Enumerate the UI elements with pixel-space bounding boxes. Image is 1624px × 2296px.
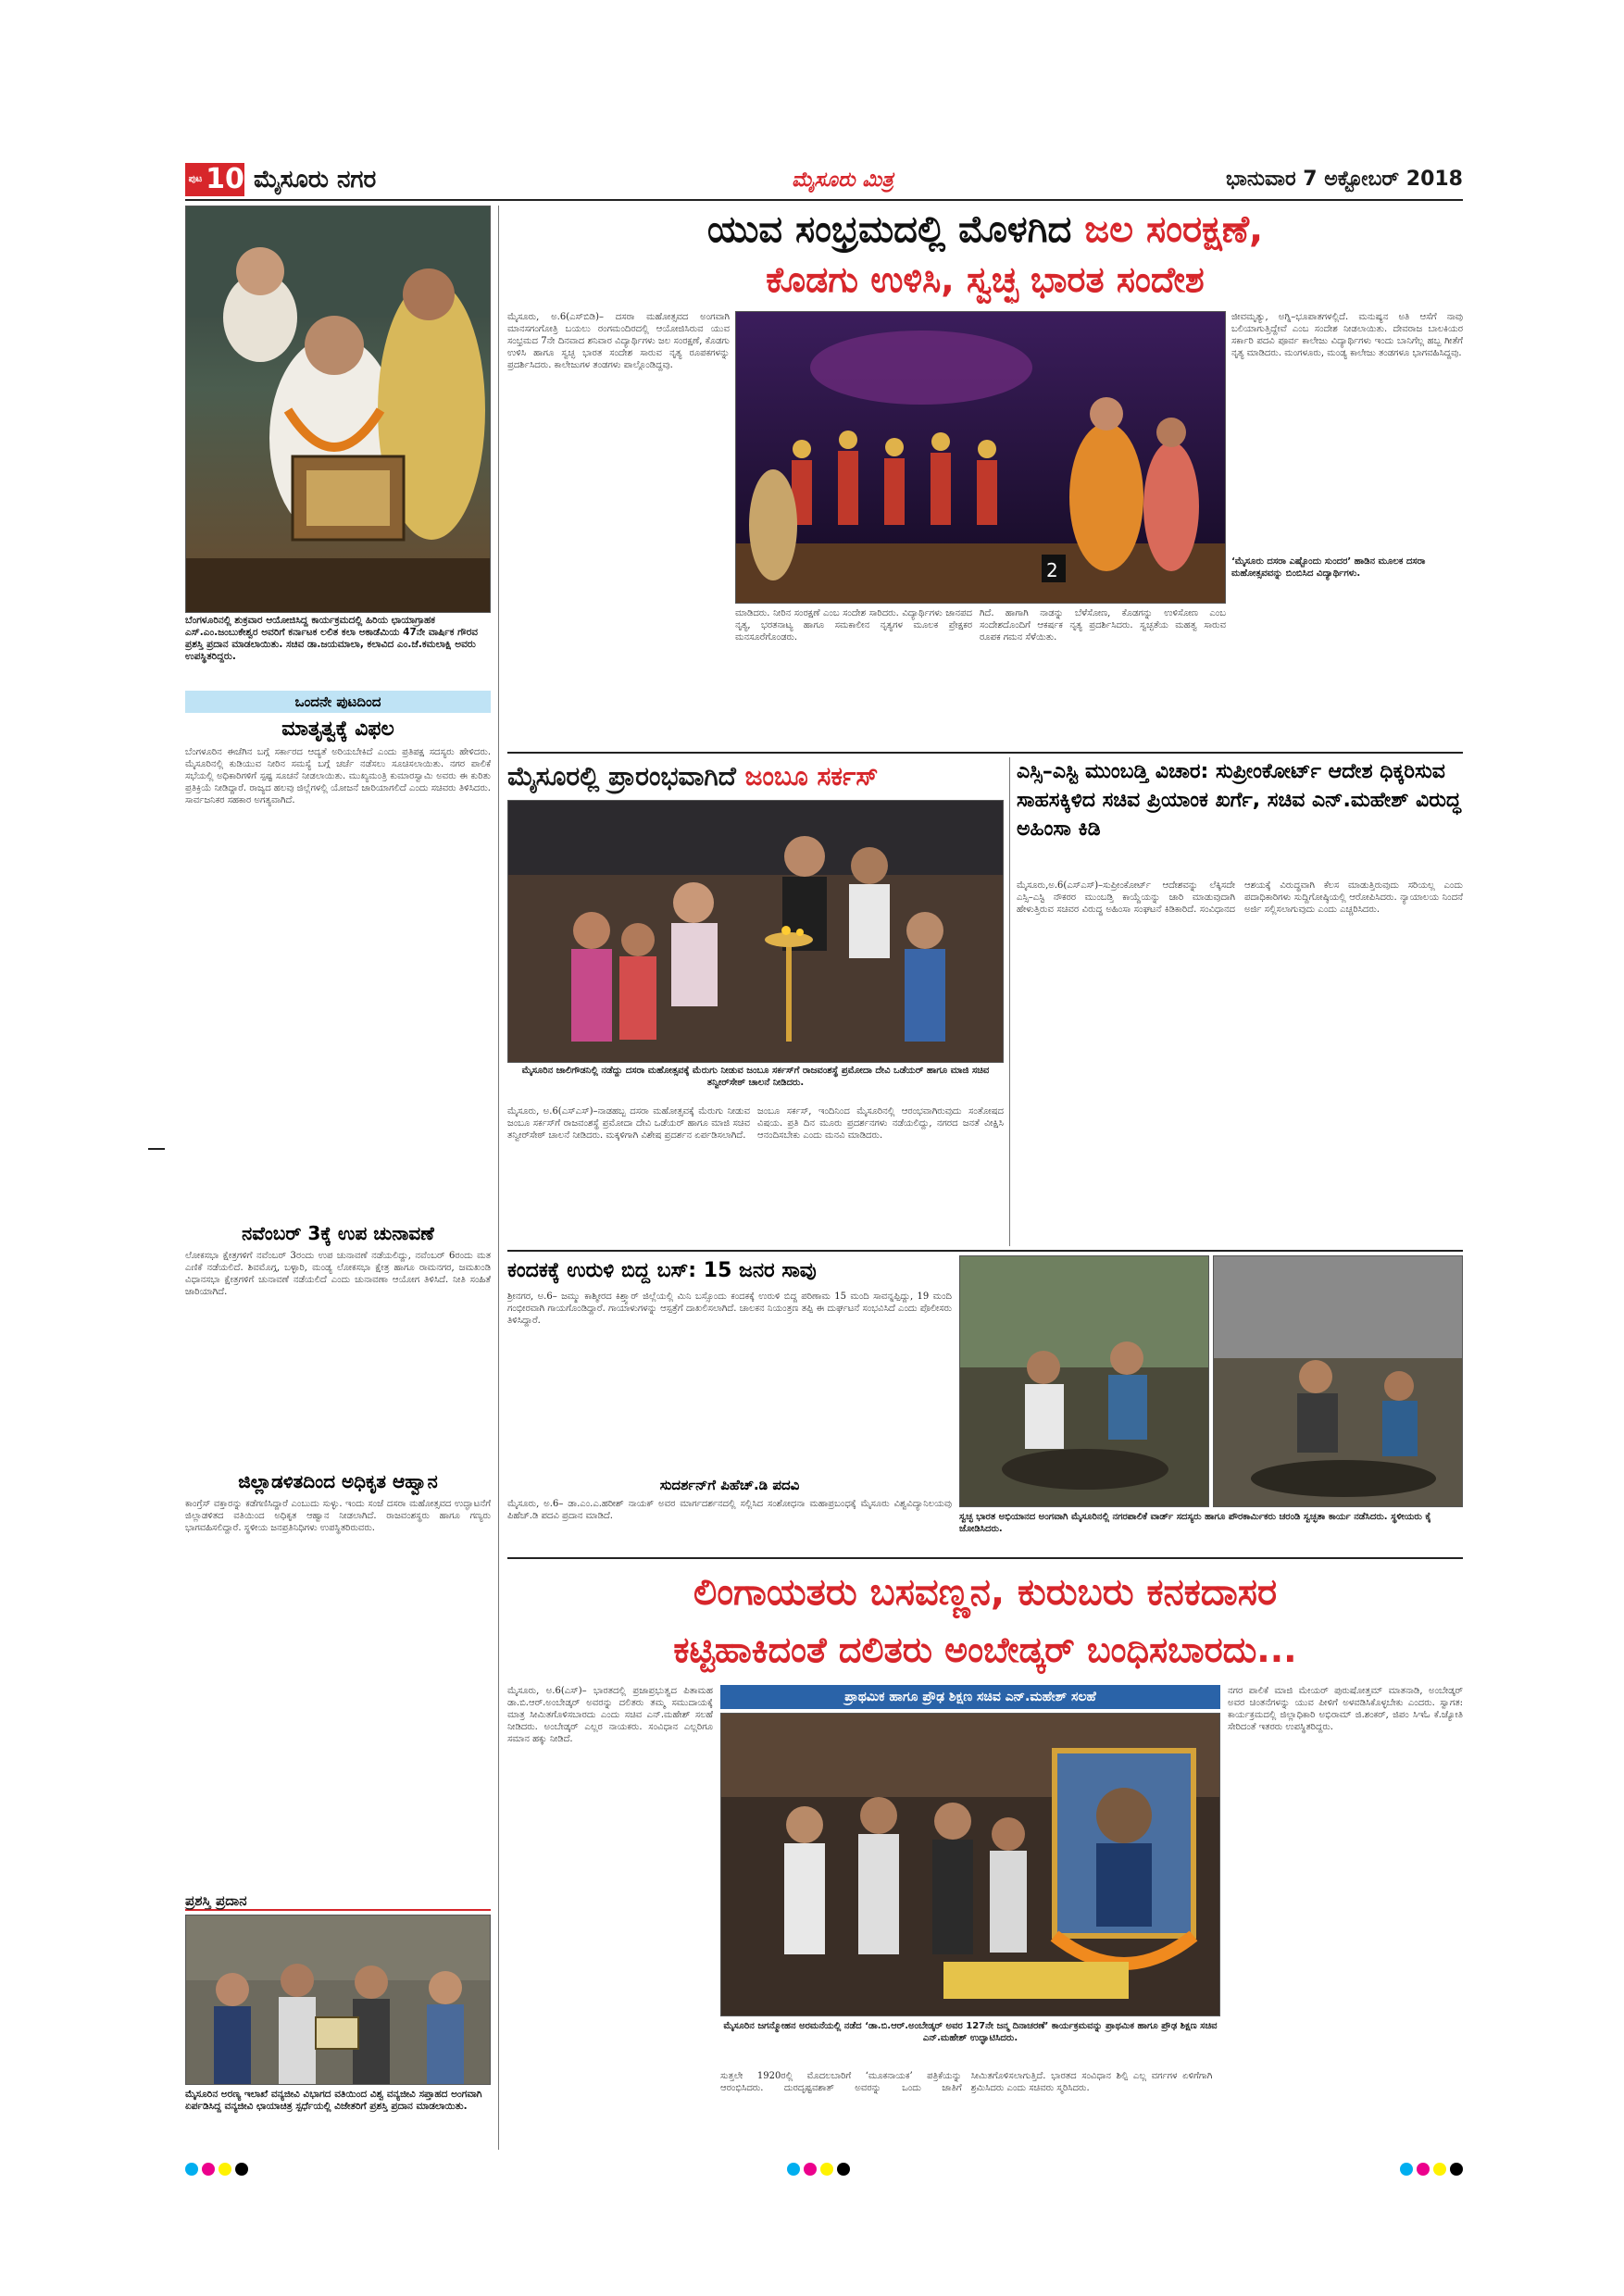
masthead-rule [185,199,1463,201]
lead-headline-line1 [507,204,1463,256]
matrutva-body: ಬೆಂಗಳೂರಿನ ಈಚೆಗಿನ ಬಗ್ಗೆ ಸರ್ಕಾರದ ಆದ್ಯತೆ ಅರಿಯಬೇಕಿದೆ ಎಂದು ಪ್ರತಿಪಕ್ಷ ಸದಸ್ಯರು ಹೇಳಿದರು. ಮೈಸೂರಿನಲ್ಲಿ ಕುಡಿಯುವ ನೀರಿನ ಸಮಸ್ಯೆ ಬಗ್ಗೆ ಚರ್ಚೆ ನಡೆಸಲು ಸೂಚಿಸಲಾಯಿತು. ನಗರ ಪಾಲಿಕೆ ಸಭೆಯಲ್ಲಿ ಅಧಿಕಾರಿಗಳಿಗೆ ಸ್ಪಷ್ಟ ಸೂಚನೆ ನೀಡಲಾಯಿತು. ಮುಖ್ಯಮಂತ್ರಿ ಕುಮಾರಸ್ವಾಮಿ ಅವರು ಈ ಕುರಿತು ಪ್ರತಿಕ್ರಿಯೆ ನೀಡಿದ್ದಾರೆ. ರಾಜ್ಯದ ಹಲವು ಜಿಲ್ಲೆಗಳಲ್ಲಿ ಯೋಜನೆ ಜಾರಿಯಾಗಲಿದೆ ಎಂದು ಸಚಿವರು ತಿಳಿಸಿದರು. ಸಾರ್ವಜನಿಕರ ಸಹಕಾರ ಅಗತ್ಯವಾಗಿದೆ. [185,747,491,805]
continued-from-front-label [185,691,491,713]
byelection-body: ಲೋಕಸಭಾ ಕ್ಷೇತ್ರಗಳಿಗೆ ನವೆಂಬರ್ 3ರಂದು ಉಪ ಚುನಾವಣೆ ನಡೆಯಲಿದ್ದು, ನವೆಂಬರ್ 6ರಂದು ಮತ ಎಣಿಕೆ ನಡೆಯಲಿದೆ. ಶಿವಮೊಗ್ಗ, ಬಳ್ಳಾರಿ, ಮಂಡ್ಯ ಲೋಕಸಭಾ ಕ್ಷೇತ್ರ ಹಾಗೂ ರಾಮನಗರ, ಜಮಖಂಡಿ ವಿಧಾನಸಭಾ ಕ್ಷೇತ್ರಗಳಿಗೆ ಚುನಾವಣೆ ನಡೆಯಲಿದೆ ಎಂದು ಚುನಾವಣಾ ಆಯೋಗ ತಿಳಿಸಿದೆ. ನೀತಿ ಸಂಹಿತೆ ಜಾರಿಯಾಗಿದೆ. [185,1251,491,1297]
circus-headline [507,757,1007,796]
ambedkar-body-right: ನಗರ ಪಾಲಿಕೆ ಮಾಜಿ ಮೇಯರ್ ಪುರುಷೋತ್ತಮ್ ಮಾತನಾಡಿ, ಅಂಬೇಡ್ಕರ್ ಅವರ ಚಿಂತನೆಗಳನ್ನು ಯುವ ಪೀಳಿಗೆ ಅಳವಡಿಸಿಕೊಳ್ಳಬೇಕು ಎಂದರು. ಸ್ವಾಗತ: ಕಾರ್ಯಕ್ರಮದಲ್ಲಿ ಜಿಲ್ಲಾಧಿಕಾರಿ ಅಭಿರಾಮ್ ಜಿ.ಶಂಕರ್, ಜಿಪಂ ಸಿಇಓ ಕೆ.ಜ್ಯೋತಿ ಸೇರಿದಂತೆ ಇತರರು ಉಪಸ್ಥಿತರಿದ್ದರು. [1228,1686,1463,1732]
reg-dot-cyan [787,2163,800,2176]
ambedkar-top-rule [507,1557,1463,1559]
ambedkar-headline-2: ಕಟ್ಟಿಹಾಕಿದಂತೆ ದಲಿತರು ಅಂಬೇಡ್ಕರ್ ಬಂಧಿಸಬಾರದು... [673,1629,1297,1670]
page-number [206,163,244,196]
issue-date: ಭಾನುವಾರ 7 ಅಕ್ಟೋಬರ್ 2018 [1226,168,1463,191]
ambedkar-body-left: ಮೈಸೂರು, ಅ.6(ಎಸ್‌)– ಭಾರತದಲ್ಲಿ ಪ್ರಜಾಪ್ರಭುತ್ವದ ಪಿತಾಮಹ ಡಾ.ಬಿ.ಆರ್.ಅಂಬೇಡ್ಕರ್ ಅವರನ್ನು ದಲಿತರು ತಮ್ಮ ಸಮುದಾಯಕ್ಕೆ ಮಾತ್ರ ಸೀಮಿತಗೊಳಿಸಬಾರದು ಎಂದು ಸಚಿವ ಎನ್.ಮಹೇಶ್ ಸಲಹೆ ನೀಡಿದರು. ಅಂಬೇಡ್ಕರ್ ಎಲ್ಲರ ನಾಯಕರು. ಸಂವಿಧಾನ ಎಲ್ಲರಿಗೂ ಸಮಾನ ಹಕ್ಕು ನೀಡಿದೆ. [507,1686,713,1744]
cleanup-caption: ಸ್ವಚ್ಛ ಭಾರತ ಅಭಿಯಾನದ ಅಂಗವಾಗಿ ಮೈಸೂರಿನಲ್ಲಿ ನಗರಪಾಲಿಕೆ ವಾರ್ಡ್ ಸದಸ್ಯರು ಹಾಗೂ ಪೌರಕಾರ್ಮಿಕರು ಚರಂಡಿ ಸ್ವಚ್ಛತಾ ಕಾರ್ಯ ನಡೆಸಿದರು. ಸ್ಥಳೀಯರು ಕೈ ಜೋಡಿಸಿದರು. [959,1512,1431,1534]
reg-dot-black [837,2163,850,2176]
circus-headline-black: ಮೈಸೂರಲ್ಲಿ ಪ್ರಾರಂಭವಾಗಿದೆ [507,761,736,792]
page-number-value: 10 [206,163,244,195]
lead-headline-black: ಯುವ ಸಂಭ್ರಮದಲ್ಲಿ ಮೊಳಗಿದ [706,208,1072,251]
bus-body: ಶ್ರೀನಗರ, ಅ.6– ಜಮ್ಮು ಕಾಶ್ಮೀರದ ಕಿಶ್ತ್ವಾರ್ ಜಿಲ್ಲೆಯಲ್ಲಿ ಮಿನಿ ಬಸ್ಸೊಂದು ಕಂದಕಕ್ಕೆ ಉರುಳಿ ಬಿದ್ದ ಪರಿಣಾಮ 15 ಮಂದಿ ಸಾವನ್ನಪ್ಪಿದ್ದು, 19 ಮಂದಿ ಗಂಭೀರವಾಗಿ ಗಾಯಗೊಂಡಿದ್ದಾರೆ. ಗಾಯಾಳುಗಳನ್ನು ಆಸ್ಪತ್ರೆಗೆ ದಾಖಲಿಸಲಾಗಿದೆ. ಚಾಲಕನ ನಿಯಂತ್ರಣ ತಪ್ಪಿ ಈ ದುರ್ಘಟನೆ ಸಂಭವಿಸಿದೆ ಎಂದು ಪೊಲೀಸರು ತಿಳಿಸಿದ್ದಾರೆ. [507,1292,952,1326]
byelection-headline: ನವೆಂಬರ್ 3ಕ್ಕೆ ಉಪ ಚುನಾವಣೆ [242,1222,434,1244]
stage-number: 2 [1046,559,1058,581]
ambedkar-body-bottom: ಸುತ್ತಲೇ 1920ರಲ್ಲಿ ಮೊದಲಬಾರಿಗೆ ‘ಮೂಕನಾಯಕ’ ಪತ್ರಿಕೆಯನ್ನು ಆರಂಭಿಸಿದರು. ದುರದೃಷ್ಟವಶಾತ್ ಅವರನ್ನು ಒಂದು ಜಾತಿಗೆ ಸೀಮಿತಗೊಳಿಸಲಾಗುತ್ತಿದೆ. ಭಾರತದ ಸಂವಿಧಾನ ಶಿಲ್ಪಿ ಎಲ್ಲ ವರ್ಗಗಳ ಏಳಿಗೆಗಾಗಿ ಶ್ರಮಿಸಿದರು ಎಂದು ಸಚಿವರು ಸ್ಮರಿಸಿದರು. [720,2071,1213,2093]
yuva-sambhrama-photo [735,311,1226,604]
reg-dot-black [1450,2163,1463,2176]
sudarshan-headline: ಸುದರ್ಶನ್‌ಗೆ ಪಿಹೆಚ್‌.ಡಿ ಪದವಿ [659,1477,800,1493]
lead-photo-caption: ‘ಮೈಸೂರು ದಸರಾ ಎಷ್ಟೊಂದು ಸುಂದರ’ ಹಾಡಿನ ಮೂಲಕ ದಸರಾ ಮಹೋತ್ಸವವನ್ನು ಬಿಂಬಿಸಿದ ವಿದ್ಯಾರ್ಥಿಗಳು. [1231,556,1426,579]
circus-inauguration-photo [507,800,1004,1063]
cleanup-right-illustration [1214,1256,1463,1507]
lead-body-right: ಜೀವಮೃತ್ಯು, ಅಗ್ನಿ–ಭೂಪಾತಗಳಲ್ಲಿದೆ. ಮನುಷ್ಯನ ಅತಿ ಆಸೆಗೆ ನಾವು ಬಲಿಯಾಗುತ್ತಿದ್ದೇವೆ ಎಂಬ ಸಂದೇಶ ನೀಡಲಾಯಿತು. ದೇವರಾಜ ಬಾಲಕಿಯರ ಸರ್ಕಾರಿ ಪದವಿ ಪೂರ್ವ ಕಾಲೇಜು ವಿದ್ಯಾರ್ಥಿಗಳು ಇಂದು ಬಾನಿಗೆಲ್ಲ ಹಬ್ಬ ಗೀತೆಗೆ ನೃತ್ಯ ಮಾಡಿದರು. ಮಂಗಳೂರು, ಮಂಡ್ಯ ಕಾಲೇಜು ತಂಡಗಳೂ ಭಾಗವಹಿಸಿದ್ದವು. [1231,312,1463,358]
continued-label-text: ಒಂದನೇ ಪುಟದಿಂದ [294,693,381,710]
left-column-divider [498,206,499,2150]
wildlife-award-photo [185,1915,491,2085]
reg-dot-magenta [804,2163,817,2176]
scst-body: ಮೈಸೂರು,ಅ.6(ಎಸ್‌ಎಸ್)–ಸುಪ್ರೀಂಕೋರ್ಟ್ ಆದೇಶವನ್ನು ಲೆಕ್ಕಿಸದೇ ಎಸ್ಸಿ–ಎಸ್ಟಿ ನೌಕರರ ಮುಂಬಡ್ತಿ ಕಾಯ್ದೆಯನ್ನು ಜಾರಿ ಮಾಡುವುದಾಗಿ ಹೇಳುತ್ತಿರುವ ಸಚಿವರ ವಿರುದ್ಧ ಅಹಿಂಸಾ ಸಂಘಟನೆ ಕಿಡಿಕಾರಿದೆ. ಸಂವಿಧಾನದ ಆಶಯಕ್ಕೆ ವಿರುದ್ಧವಾಗಿ ಕೆಲಸ ಮಾಡುತ್ತಿರುವುದು ಸರಿಯಲ್ಲ ಎಂದು ಪದಾಧಿಕಾರಿಗಳು ಸುದ್ದಿಗೋಷ್ಠಿಯಲ್ಲಿ ಆರೋಪಿಸಿದರು. ನ್ಯಾಯಾಲಯ ನಿಂದನೆ ಅರ್ಜಿ ಸಲ್ಲಿಸಲಾಗುವುದು ಎಂದು ಎಚ್ಚರಿಸಿದರು. [1017,880,1463,915]
lamp-lighting-illustration [508,801,1004,1063]
lead-body-right-more [1231,615,1463,746]
page-tag [185,163,206,196]
circus-right-divider [1009,757,1010,1246]
lead-body-col1: ಮೈಸೂರು, ಅ.6(ಎಸ್‌ಬಿಡಿ)– ದಸರಾ ಮಹೋತ್ಸವದ ಅಂಗವಾಗಿ ಮಾನಸಗಂಗೋತ್ರಿ ಬಯಲು ರಂಗಮಂದಿರದಲ್ಲಿ ಆಯೋಜಿಸಿರುವ ಯುವ ಸಂಭ್ರಮದ 7ನೇ ದಿನವಾದ ಶನಿವಾರ ವಿದ್ಯಾರ್ಥಿಗಳು ಜಲ ಸಂರಕ್ಷಣೆ, ಕೊಡಗು ಉಳಿಸಿ ಹಾಗೂ ಸ್ವಚ್ಛ ಭಾರತ ಸಂದೇಶ ಸಾರುವ ನೃತ್ಯ ರೂಪಕಗಳನ್ನು ಪ್ರದರ್ಶಿಸಿದರು. ಕಾಲೇಜುಗಳ ತಂಡಗಳು ಪಾಲ್ಗೊಂಡಿದ್ದವು. [507,312,730,370]
reg-dot-yellow [820,2163,833,2176]
lead-headline-line2: ಕೊಡಗು ಉಳಿಸಿ, ಸ್ವಚ್ಛ ಭಾರತ ಸಂದೇಶ [766,259,1205,300]
reg-dot-yellow [1433,2163,1446,2176]
circus-body-right: ಜಂಬೂ ಸರ್ಕಸ್, ಇಂದಿನಿಂದ ಮೈಸೂರಿನಲ್ಲಿ ಆರಂಭವಾಗಿರುವುದು ಸಂತೋಷದ ವಿಷಯ. ಪ್ರತಿ ದಿನ ಮೂರು ಪ್ರದರ್ಶನಗಳು ನಡೆಯಲಿದ್ದು, ನಗರದ ಜನತೆ ವೀಕ್ಷಿಸಿ ಆನಂದಿಸಬೇಕು ಎಂದು ಮನವಿ ಮಾಡಿದರು. [757,1106,1004,1141]
reg-dot-magenta [1417,2163,1430,2176]
ambedkar-photo-caption: ಮೈಸೂರಿನ ಜಗನ್ಮೋಹನ ಅರಮನೆಯಲ್ಲಿ ನಡೆದ ‘ಡಾ.ಬಿ.ಆರ್.ಅಂಬೇಡ್ಕರ್ ಅವರ 127ನೇ ಜನ್ಮ ದಿನಾಚರಣೆ’ ಕಾರ್ಯಕ್ರಮವನ್ನು ಪ್ರಾಥಮಿಕ ಹಾಗೂ ಪ್ರೌಢ ಶಿಕ್ಷಣ ಸಚಿವ ಎನ್.ಮಹೇಶ್ ಉದ್ಘಾಟಿಸಿದರು. [723,2021,1218,2043]
cleanup-photo-right [1213,1255,1463,1507]
ambedkar-event-photo [720,1713,1220,2016]
reg-dot-yellow [219,2163,231,2176]
award-ceremony-caption: ಬೆಂಗಳೂರಿನಲ್ಲಿ ಶುಕ್ರವಾರ ಆಯೋಜಿಸಿದ್ದ ಕಾರ್ಯಕ್ರಮದಲ್ಲಿ ಹಿರಿಯ ಛಾಯಾಗ್ರಾಹಕ ಎಸ್.ಎಂ.ಜಂಬುಕೇಶ್ವರ ಅವರಿಗೆ ಕರ್ನಾಟಕ ಲಲಿತ ಕಲಾ ಅಕಾಡೆಮಿಯ 47ನೇ ವಾರ್ಷಿಕ ಗೌರವ ಪ್ರಶಸ್ತಿ ಪ್ರದಾನ ಮಾಡಲಾಯಿತು. ಸಚಿವ ಡಾ.ಜಯಮಾಲಾ, ಕಲಾವಿದ ಎಂ.ಜೆ.ಕಮಲಾಕ್ಷಿ ಅವರು ಉಪಸ್ಥಿತರಿದ್ದರು. [185,615,479,662]
bus-headline: ಕಂದಕಕ್ಕೆ ಉರುಳಿ ಬಿದ್ದ ಬಸ್: 15 ಜನರ ಸಾವು [507,1259,817,1282]
ambedkar-headline-1: ಲಿಂಗಾಯತರು ಬಸವಣ್ಣನ, ಕುರುಬರು ಕನಕದಾಸರ [693,1571,1278,1614]
masthead [185,161,1463,198]
lead-body-col3: ಗಿದೆ. ಹಾಗಾಗಿ ನಾಡನ್ನು ಬೆಳೆಸೋಣ, ಕೊಡಗನ್ನು ಉಳಿಸೋಣ ಎಂಬ ಸಂದೇಶದೊಂದಿಗೆ ಆಕರ್ಷಕ ನೃತ್ಯ ಪ್ರದರ್ಶಿಸಿದರು. ಸ್ವಚ್ಛತೆಯ ಮಹತ್ವ ಸಾರುವ ರೂಪಕ ಗಮನ ಸೆಳೆಯಿತು. [980,608,1226,643]
section-name: ಮೈಸೂರು ನಗರ [254,166,377,193]
reg-dot-black [235,2163,248,2176]
sudarshan-body: ಮೈಸೂರು, ಅ.6– ಡಾ.ಎಂ.ಎ.ಹರೀಶ್ ನಾಯಕ್ ಅವರ ಮಾರ್ಗದರ್ಶನದಲ್ಲಿ ಸಲ್ಲಿಸಿದ ಸಂಶೋಧನಾ ಮಹಾಪ್ರಬಂಧಕ್ಕೆ ಮೈಸೂರು ವಿಶ್ವವಿದ್ಯಾನಿಲಯವು ಪಿಹೆಚ್‌.ಡಿ ಪದವಿ ಪ್ರದಾನ ಮಾಡಿದೆ. [507,1499,952,1521]
wildlife-award-caption: ಮೈಸೂರಿನ ಅರಣ್ಯ ಇಲಾಖೆ ವನ್ಯಜೀವಿ ವಿಭಾಗದ ವತಿಯಿಂದ ವಿಶ್ವ ವನ್ಯಜೀವಿ ಸಪ್ತಾಹದ ಅಂಗವಾಗಿ ಏರ್ಪಡಿಸಿದ್ದ ವನ್ಯಜೀವಿ ಛಾಯಾಚಿತ್ರ ಸ್ಪರ್ಧೆಯಲ್ಲಿ ವಿಜೇತರಿಗೆ ಪ್ರಶಸ್ತಿ ಪ್ರದಾನ ಮಾಡಲಾಯಿತು. [185,2089,482,2112]
stage-dance-illustration [736,312,1226,604]
matrutva-headline: ಮಾತೃತ್ವಕ್ಕೆ ವಿಫಲ [281,718,394,741]
cleanup-photo-left [959,1255,1209,1507]
ambedkar-kicker-bar [720,1685,1220,1709]
reg-dot-magenta [202,2163,215,2176]
district-body: ಕಾಂಗ್ರೆಸ್ ವಕ್ತಾರನ್ನು ಕಡೆಗಣಿಸಿದ್ದಾರೆ ಎಂಬುದು ಸುಳ್ಳು. ಇಂದು ಸಂಜೆ ದಸರಾ ಮಹೋತ್ಸವದ ಉದ್ಘಾಟನೆಗೆ ಜಿಲ್ಲಾಡಳಿತದ ವತಿಯಿಂದ ಅಧಿಕೃತ ಆಹ್ವಾನ ನೀಡಲಾಗಿದೆ. ರಾಜವಂಶಸ್ಥರು ಹಾಗೂ ಗಣ್ಯರು ಭಾಗವಹಿಸಲಿದ್ದಾರೆ. ಸ್ಥಳೀಯ ಜನಪ್ರತಿನಿಧಿಗಳು ಉಪಸ್ಥಿತರಿರುವರು. [185,1499,491,1533]
mid-rule [507,1250,1463,1252]
lead-bottom-rule [507,752,1463,754]
page-tag-label: ಪುಟ [188,174,203,184]
paper-name: ಮೈಸೂರು ಮಿತ್ರ [792,168,893,192]
award-ceremony-photo [185,206,491,613]
award-ceremony-illustration [186,206,491,613]
ambedkar-event-illustration [721,1714,1220,2016]
circus-body-left: ಮೈಸೂರು, ಅ.6(ಎಸ್‌ಎಸ್‌)–ನಾಡಹಬ್ಬ ದಸರಾ ಮಹೋತ್ಸವಕ್ಕೆ ಮೆರುಗು ನೀಡುವ ಜಂಬೂ ಸರ್ಕಸ್‌ಗೆ ರಾಜವಂಶಸ್ಥೆ ಪ್ರಮೋದಾ ದೇವಿ ಒಡೆಯರ್ ಹಾಗೂ ಮಾಜಿ ಸಚಿವ ತನ್ವೀರ್‌ಸೇಠ್ ಚಾಲನೆ ನೀಡಿದರು. ಮಕ್ಕಳಿಗಾಗಿ ವಿಶೇಷ ಪ್ರದರ್ಶನ ಏರ್ಪಡಿಸಲಾಗಿದೆ. [507,1106,750,1141]
reg-dot-cyan [185,2163,198,2176]
award-box-label: ಪ್ರಶಸ್ತಿ ಪ್ರದಾನ [185,1892,247,1909]
circus-photo-caption: ಮೈಸೂರಿನ ಜಾಲಿಗೌಡನಿಲ್ಲಿ ನಡೆದ್ದು ದಸರಾ ಮಹೋತ್ಸವಕ್ಕೆ ಮೆರುಗು ನೀಡುವ ಜಂಬೂ ಸರ್ಕಸ್‌ಗೆ ರಾಜವಂಶಸ್ಥೆ ಪ್ರಮೋದಾ ದೇವಿ ಒಡೆಯರ್ ಹಾಗೂ ಮಾಜಿ ಸಚಿವ ತನ್ವೀರ್‌ಸೇಠ್ ಚಾಲನೆ ನೀಡಿದರು. [521,1066,990,1088]
reg-dot-cyan [1400,2163,1413,2176]
lead-headline-red: ಜಲ ಸಂರಕ್ಷಣೆ, [1084,208,1264,251]
circus-headline-red: ಜಂಬೂ ಸರ್ಕಸ್ [744,761,879,792]
district-headline: ಜಿಲ್ಲಾಡಳಿತದಿಂದ ಅಧಿಕೃತ ಆಹ್ವಾನ [238,1470,438,1492]
wildlife-award-illustration [186,1915,491,2085]
lead-body-col2: ಮಾಡಿದರು. ನೀರಿನ ಸಂರಕ್ಷಣೆ ಎಂಬ ಸಂದೇಶ ಸಾರಿದರು. ವಿದ್ಯಾರ್ಥಿಗಳು ಜಾನಪದ ನೃತ್ಯ, ಭರತನಾಟ್ಯ ಹಾಗೂ ಸಮಕಾಲೀನ ನೃತ್ಯಗಳ ಮೂಲಕ ಪ್ರೇಕ್ಷಕರ ಮನಸೂರೆಗೊಂಡರು. [735,608,972,643]
award-box-label-bar [185,1890,491,1911]
cleanup-left-illustration [960,1256,1209,1507]
margin-tick [148,1148,165,1150]
scst-headline: ಎಸ್ಸಿ–ಎಸ್ಟಿ ಮುಂಬಡ್ತಿ ವಿಚಾರ: ಸುಪ್ರೀಂಕೋರ್ಟ್ ಆದೇಶ ಧಿಕ್ಕರಿಸುವ ಸಾಹಸಕ್ಕಿಳಿದ ಸಚಿವ ಪ್ರಿಯಾಂಕ ಖರ್ಗೆ, ಸಚಿವ ಎನ್.ಮಹೇಶ್ ವಿರುದ್ಧ ಅಹಿಂಸಾ ಕಿಡಿ [1017,760,1461,841]
ambedkar-kicker: ಪ್ರಾಥಮಿಕ ಹಾಗೂ ಪ್ರೌಢ ಶಿಕ್ಷಣ ಸಚಿವ ಎನ್.ಮಹೇಶ್ ಸಲಹೆ [844,1690,1096,1704]
